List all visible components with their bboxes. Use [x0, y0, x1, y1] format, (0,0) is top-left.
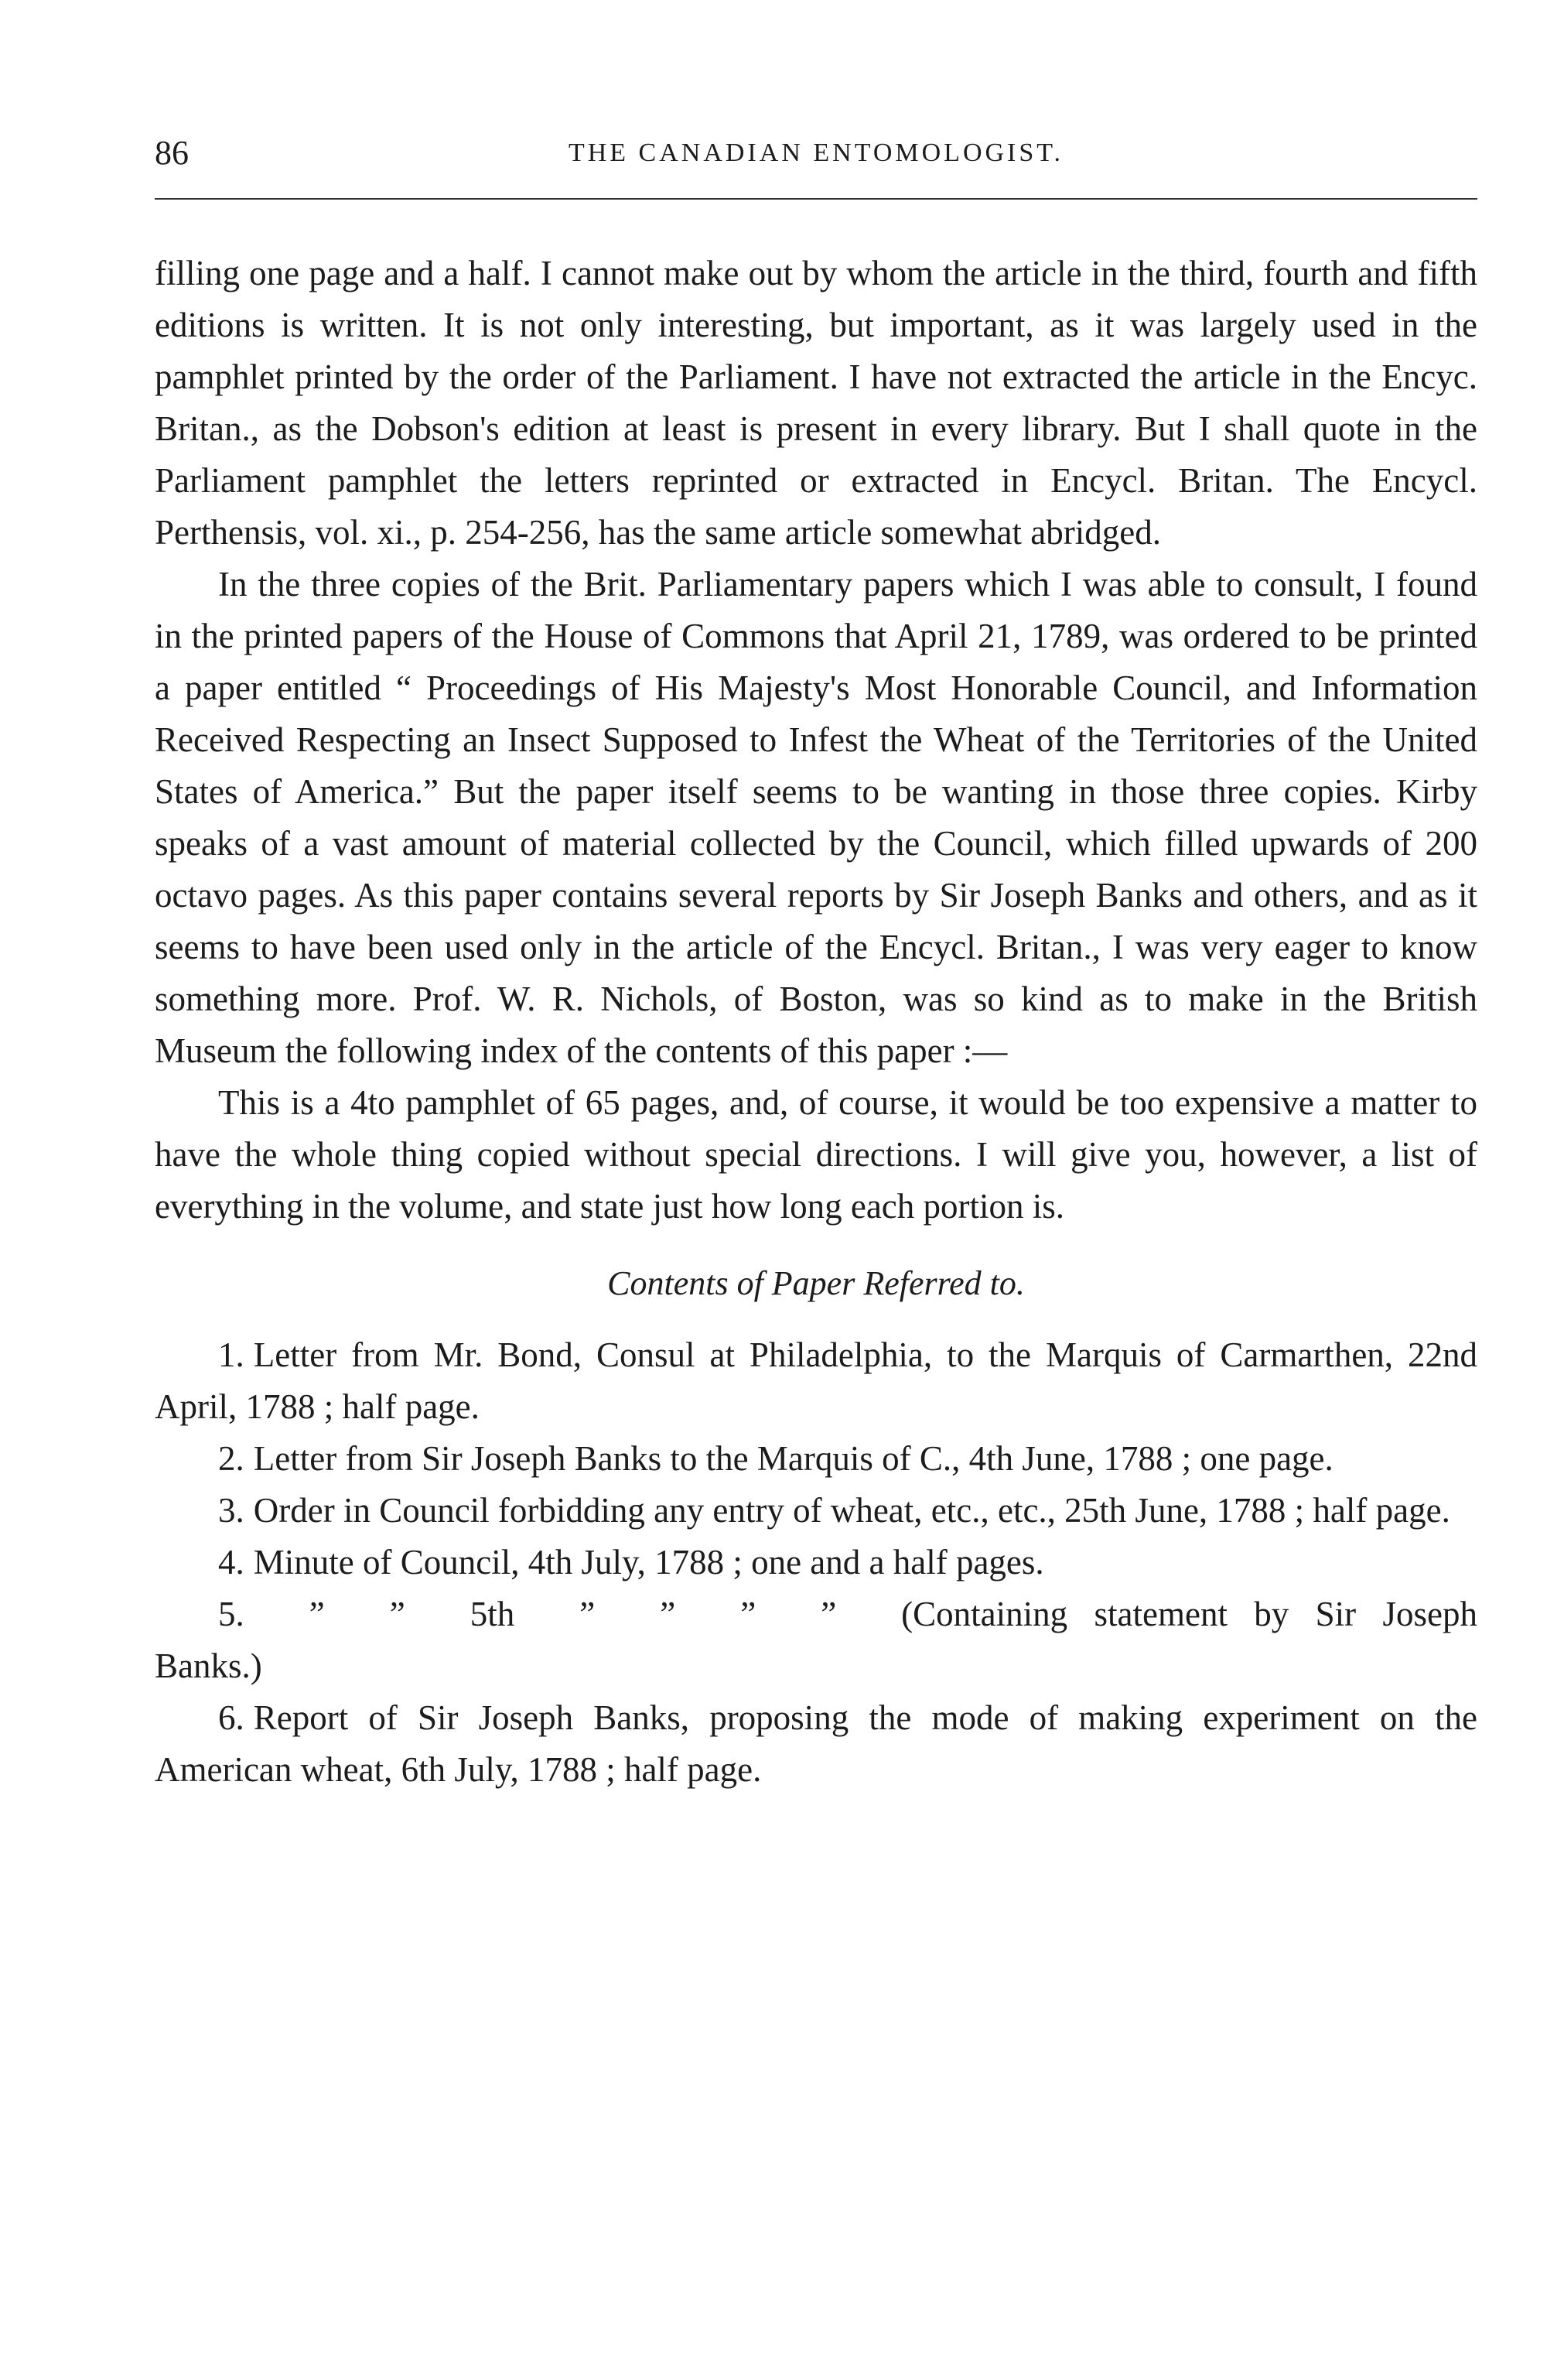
list-item-text: Report of Sir Joseph Banks, proposing the mode of making experiment on the American wheat, 6th July, 1788 ; half page. [155, 1698, 1477, 1789]
paragraph: This is a 4to pamphlet of 65 pages, and, of course, it would be too expensive a matter to have the whole thing copied without special directions. I will give you, however, a list of everything in the volume, and state just how long each portion is. [155, 1083, 1477, 1226]
list-item-number: 3. [218, 1491, 244, 1530]
list-item [155, 1329, 1477, 1433]
list-item-text: (Containing statement by Sir Joseph Banks.) [155, 1595, 1477, 1685]
ditto-mark: ” [821, 1595, 837, 1633]
page-header [155, 130, 1477, 176]
running-head: THE CANADIAN ENTOMOLOGIST. [568, 138, 1064, 167]
list-item [155, 1692, 1477, 1796]
body-text [155, 248, 1477, 1796]
list-item-text: Order in Council forbidding any entry of wheat, etc., etc., 25th June, 1788 ; half page. [253, 1491, 1450, 1530]
list-item [155, 1537, 1477, 1588]
list-item-day: 5th [470, 1595, 515, 1633]
ditto-mark: ” [740, 1595, 756, 1633]
list-item-text: Minute of Council, 4th July, 1788 ; one and a half pages. [253, 1543, 1044, 1582]
list-item-number: 1. [218, 1335, 244, 1374]
list-item-text: Letter from Mr. Bond, Consul at Philadelphia, to the Marquis of Carmarthen, 22nd April, 1788 ; half page. [155, 1335, 1477, 1426]
list-item-number: 4. [218, 1543, 244, 1582]
list-item-number: 2. [218, 1439, 244, 1478]
list-item-number: 6. [218, 1698, 244, 1737]
section-title: Contents of Paper Referred to. [607, 1264, 1025, 1302]
page-number: 86 [155, 134, 189, 172]
ditto-mark: ” [389, 1595, 405, 1633]
list-item-text: Letter from Sir Joseph Banks to the Marquis of C., 4th June, 1788 ; one page. [253, 1439, 1333, 1478]
ditto-mark: ” [579, 1595, 596, 1633]
paragraph: In the three copies of the Brit. Parliamentary papers which I was able to consult, I found in the printed papers of the House of Commons that April 21, 1789, was ordered to be printed a paper entitled “ Proceedings of His Majesty's Most Honorable Council, and Information Received Respecting an Insect Supposed to Infest the Wheat of the Territories of the United States of America.” But the paper itself seems to be wanting in those three copies. Kirby speaks of a vast amount of material collected by the Council, which filled upwards of 200 octavo pages. As this paper contains several reports by Sir Joseph Banks and others, and as it seems to have been used only in the article of the Encycl. Britan., I was very eager to know something more. Prof. W. R. Nichols, of Boston, was so kind as to make in the British Museum the following index of the contents of this paper :— [155, 565, 1477, 1070]
ditto-mark: ” [309, 1595, 325, 1633]
header-rule [155, 198, 1477, 200]
list-item [155, 1588, 1477, 1692]
list-item [155, 1433, 1477, 1485]
ditto-mark: ” [660, 1595, 676, 1633]
list-item-number: 5. [218, 1595, 244, 1633]
paragraph: filling one page and a half. I cannot make out by whom the article in the third, fourth and fifth editions is written. It is not only interesting, but important, as it was largely used in the pamphlet printed by the order of the Parliament. I have not extracted the article in the Encyc. Britan., as the Dobson's edition at least is present in every library. But I shall quote in the Parliament pamphlet the letters reprinted or extracted in Encycl. Britan. The Encycl. Perthensis, vol. xi., p. 254-256, has the same article somewhat abridged. [155, 254, 1477, 552]
list-item [155, 1485, 1477, 1537]
